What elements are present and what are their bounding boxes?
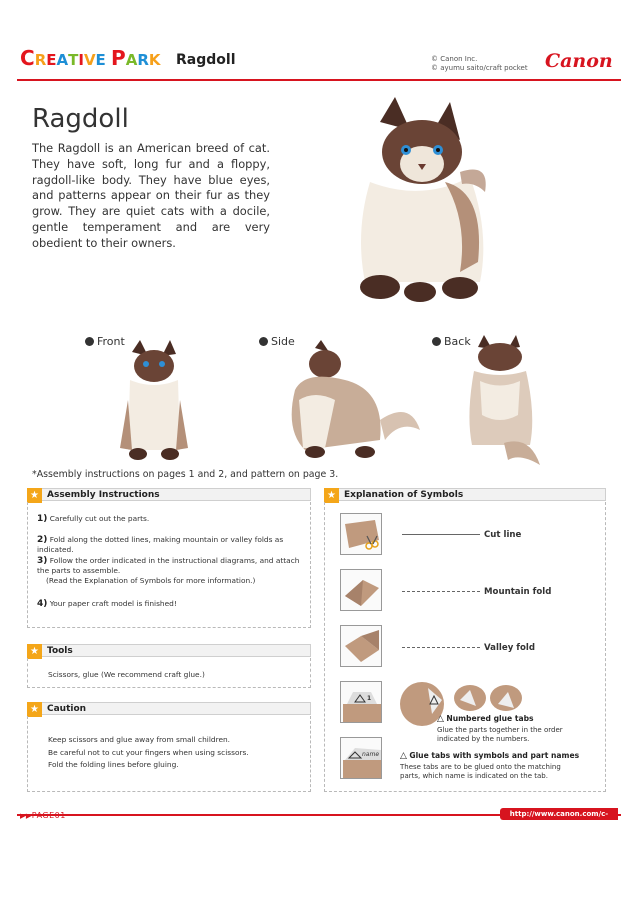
view-front-text: Front — [97, 335, 125, 348]
logo-letter: K — [148, 51, 161, 69]
symbol-glue-title-text: Glue tabs with symbols and part names — [409, 751, 580, 760]
mountain-fold-sample — [402, 591, 480, 592]
step-number: 3) — [37, 556, 48, 566]
step-subtext: (Read the Explanation of Symbols for more information.) — [46, 576, 256, 585]
double-arrow-icon: ▶▶ — [20, 812, 32, 820]
site-url-link[interactable]: http://www.canon.com/c-park/ — [500, 808, 618, 820]
step-number: 4) — [37, 599, 48, 609]
caution-line: Keep scissors and glue away from small children. — [48, 735, 231, 744]
back-view-image — [460, 335, 550, 475]
logo-letter: R — [137, 51, 149, 69]
logo-letter: V — [83, 51, 96, 69]
scissors-icon — [340, 513, 382, 555]
tools-header — [27, 644, 311, 657]
numbered-glue-desc: Glue the parts together in the order indicated by the numbers. — [437, 726, 563, 743]
caution-lines — [48, 734, 249, 772]
numbered-glue-title-text: Numbered glue tabs — [446, 714, 534, 723]
symbol-glue-title — [400, 751, 579, 761]
caution-line: Fold the folding lines before gluing. — [48, 760, 179, 769]
logo-letter: R — [34, 51, 47, 69]
tab-name: name — [362, 751, 380, 758]
symbols-title: Explanation of Symbols — [344, 490, 464, 500]
valley-fold-label: Valley fold — [484, 643, 536, 653]
page-indicator — [20, 811, 66, 820]
logo-letter: C — [20, 46, 35, 70]
caution-title: Caution — [47, 704, 87, 714]
step-text: Fold along the dotted lines, making mountain or valley folds as indicated. — [37, 535, 284, 554]
star-icon: ★ — [324, 488, 339, 503]
copyright-line-1: © Canon Inc. — [431, 55, 478, 63]
step-1 — [37, 514, 307, 524]
caution-line: Be careful not to cut your fingers when using scissors. — [48, 747, 249, 757]
star-icon: ★ — [27, 644, 42, 659]
step-text: Carefully cut out the parts. — [49, 514, 150, 523]
symbols-header — [324, 488, 606, 501]
star-icon: ★ — [27, 488, 42, 503]
logo-letter: E — [46, 51, 57, 69]
header-divider — [17, 79, 621, 81]
step-text: Your paper craft model is finished! — [49, 599, 177, 608]
caution-header — [27, 702, 311, 715]
bullet-icon — [85, 337, 94, 346]
mountain-fold-icon — [340, 569, 382, 611]
copyright — [431, 55, 541, 73]
step-number: 2) — [37, 535, 48, 545]
tab-number: 1 — [367, 695, 372, 702]
logo-letter: I — [78, 51, 84, 69]
logo-letter: A — [125, 51, 138, 69]
named-tab-icon — [340, 737, 382, 779]
view-side-text: Side — [271, 335, 295, 348]
tools-text: Scissors, glue (We recommend craft glue.) — [48, 670, 205, 679]
valley-fold-icon — [340, 625, 382, 667]
logo-letter: E — [95, 51, 106, 69]
logo-letter: A — [56, 51, 69, 69]
valley-fold-sample — [402, 647, 480, 648]
bullet-icon — [259, 337, 268, 346]
assembly-note: *Assembly instructions on pages 1 and 2, and pattern on page 3. — [32, 469, 339, 480]
logo-letter: T — [68, 51, 79, 69]
front-view-image — [110, 340, 200, 465]
creative-park-logo — [20, 46, 161, 70]
step-text: Follow the order indicated in the instructional diagrams, and attach the parts to assemble. — [37, 556, 300, 575]
side-view-image — [285, 340, 425, 465]
description: The Ragdoll is an American breed of cat. They have soft, long fur and a floppy, ragdoll-like body. They have blue eyes, and patterns appear on their fur as they grow. They are quiet cats with a docile, gentle temperament and are very obedient to their owners. — [32, 141, 270, 250]
step-2 — [37, 535, 312, 555]
copyright-line-2: © ayumu saito/craft pocket — [431, 64, 528, 72]
numbered-tab-icon — [340, 681, 382, 723]
page-number: PAGE01 — [31, 811, 66, 820]
cut-line-sample — [402, 534, 480, 535]
tools-title: Tools — [47, 646, 73, 656]
triangle-icon: △ — [400, 751, 407, 761]
step-3 — [37, 556, 305, 586]
bullet-icon — [432, 337, 441, 346]
view-back-text: Back — [444, 335, 471, 348]
page-title: Ragdoll — [32, 104, 129, 134]
cut-line-label: Cut line — [484, 530, 522, 540]
numbered-glue-title — [437, 714, 534, 724]
assembly-title: Assembly Instructions — [47, 490, 160, 500]
logo-letter: P — [111, 46, 126, 70]
assembly-header — [27, 488, 311, 501]
canon-logo: Canon — [545, 50, 613, 72]
star-icon: ★ — [27, 702, 42, 717]
triangle-icon: △ — [437, 714, 444, 724]
hero-cat-image — [340, 92, 500, 312]
step-4 — [37, 599, 307, 609]
step-number: 1) — [37, 514, 48, 524]
header-title: Ragdoll — [176, 52, 236, 68]
mountain-fold-label: Mountain fold — [484, 587, 552, 597]
symbol-glue-desc: These tabs are to be glued onto the matching parts, which name is indicated on the tab. — [400, 763, 561, 780]
